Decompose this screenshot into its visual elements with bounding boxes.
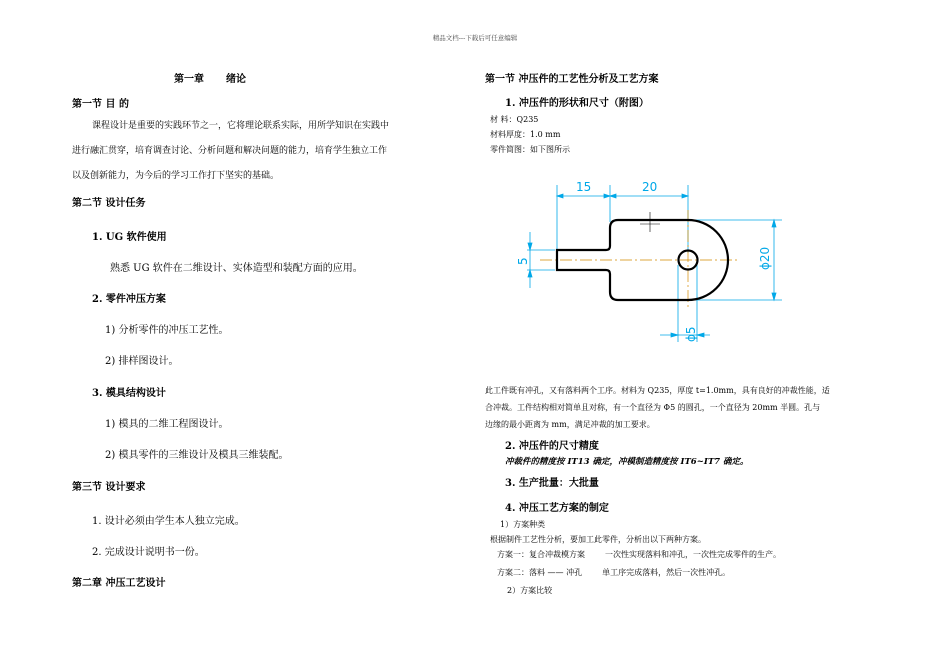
plan1-text: 一次性实现落料和冲孔，一次性完成零件的生产。 <box>605 550 781 559</box>
task2-heading: 2. 零件冲压方案 <box>92 294 166 305</box>
task1-text: 熟悉 UG 软件在二维设计、实体造型和装配方面的应用。 <box>110 263 363 274</box>
analysis-line1: 此工件既有冲孔，又有落料两个工序。材料为 Q235，厚度 t=1.0mm，具有良好的冲裁性能，适 <box>485 386 830 395</box>
dim-phi20-label: ϕ20 <box>758 246 772 270</box>
dimension-lines <box>527 185 782 342</box>
analysis-line3: 边缘的最小距离为 mm，满足冲裁的加工要求。 <box>485 420 655 429</box>
section1-title: 第一节 目 的 <box>72 99 129 110</box>
task3-item1: 1) 模具的二维工程图设计。 <box>105 419 229 430</box>
dim-phi5-label: ϕ5 <box>684 326 698 342</box>
dim-15-label: 15 <box>576 180 592 194</box>
chapter1-number: 第一章 <box>174 74 204 85</box>
plan-types-text: 根据制件工艺性分析，要加工此零件，分析出以下两种方案。 <box>490 535 706 544</box>
precision-heading: 2. 冲压件的尺寸精度 <box>505 441 599 452</box>
requirement2: 2. 完成设计说明书一份。 <box>92 547 205 558</box>
plan-compare-label: 2）方案比较 <box>507 586 553 595</box>
task2-item1: 1) 分析零件的冲压工艺性。 <box>105 325 229 336</box>
plan1-label: 方案一：复合冲裁模方案 <box>497 550 585 559</box>
section2-title: 第二节 设计任务 <box>72 198 146 209</box>
batch-heading: 3. 生产批量：大批量 <box>505 478 599 489</box>
chapter1-heading <box>174 70 246 85</box>
chapter1-title: 绪论 <box>226 74 246 85</box>
part-drawing <box>510 170 800 360</box>
precision-text: 冲裁件的精度按 IT13 确定，冲模制造精度按 IT6~IT7 确定。 <box>505 457 749 467</box>
task1-heading: 1. UG 软件使用 <box>92 232 167 243</box>
requirement1: 1. 设计必须由学生本人独立完成。 <box>92 516 245 527</box>
plan2-row <box>497 567 730 578</box>
center-lines <box>540 210 740 310</box>
plan2-label: 方案二：落料 —— 冲孔 <box>497 568 583 577</box>
section3-title: 第三节 设计要求 <box>72 482 146 493</box>
chapter2-heading: 第二章 冲压工艺设计 <box>72 578 166 589</box>
page-header: 精品文档---下载后可任意编辑 <box>432 34 518 42</box>
thickness-line: 材料厚度：1.0 mm <box>490 130 561 139</box>
task2-item2: 2) 排样图设计。 <box>105 356 179 367</box>
material-line: 材 料：Q235 <box>490 115 539 124</box>
shape-size-heading: 1. 冲压件的形状和尺寸（附图） <box>505 98 649 109</box>
analysis-line2: 合冲裁。工件结构相对简单且对称，有一个直径为 Φ5 的圆孔，一个直径为 20mm 半圆。孔与 <box>485 403 821 412</box>
task3-heading: 3. 模具结构设计 <box>92 388 166 399</box>
plan-heading: 4. 冲压工艺方案的制定 <box>505 503 609 514</box>
dim-20-label: 20 <box>642 180 658 194</box>
right-section-title: 第一节 冲压件的工艺性分析及工艺方案 <box>485 74 659 85</box>
section1-para-line1: 课程设计是重要的实践环节之一，它将理论联系实际，用所学知识在实践中 <box>92 121 390 131</box>
sketch-line: 零件简图：如下图所示 <box>490 145 570 154</box>
plan2-text: 单工序完成落料，然后一次性冲孔。 <box>602 568 731 577</box>
section1-para-line2: 进行融汇贯穿，培育调查讨论、分析问题和解决问题的能力，培育学生独立工作 <box>72 146 388 156</box>
dimension-text <box>516 180 772 342</box>
section1-para-line3: 以及创新能力，为今后的学习工作打下坚实的基础。 <box>72 171 280 181</box>
task3-item2: 2) 模具零件的三维设计及模具三维装配。 <box>105 450 289 461</box>
plan-types-label: 1）方案种类 <box>500 520 546 529</box>
plan1-row <box>497 549 781 560</box>
dim-5-label: 5 <box>516 257 530 265</box>
